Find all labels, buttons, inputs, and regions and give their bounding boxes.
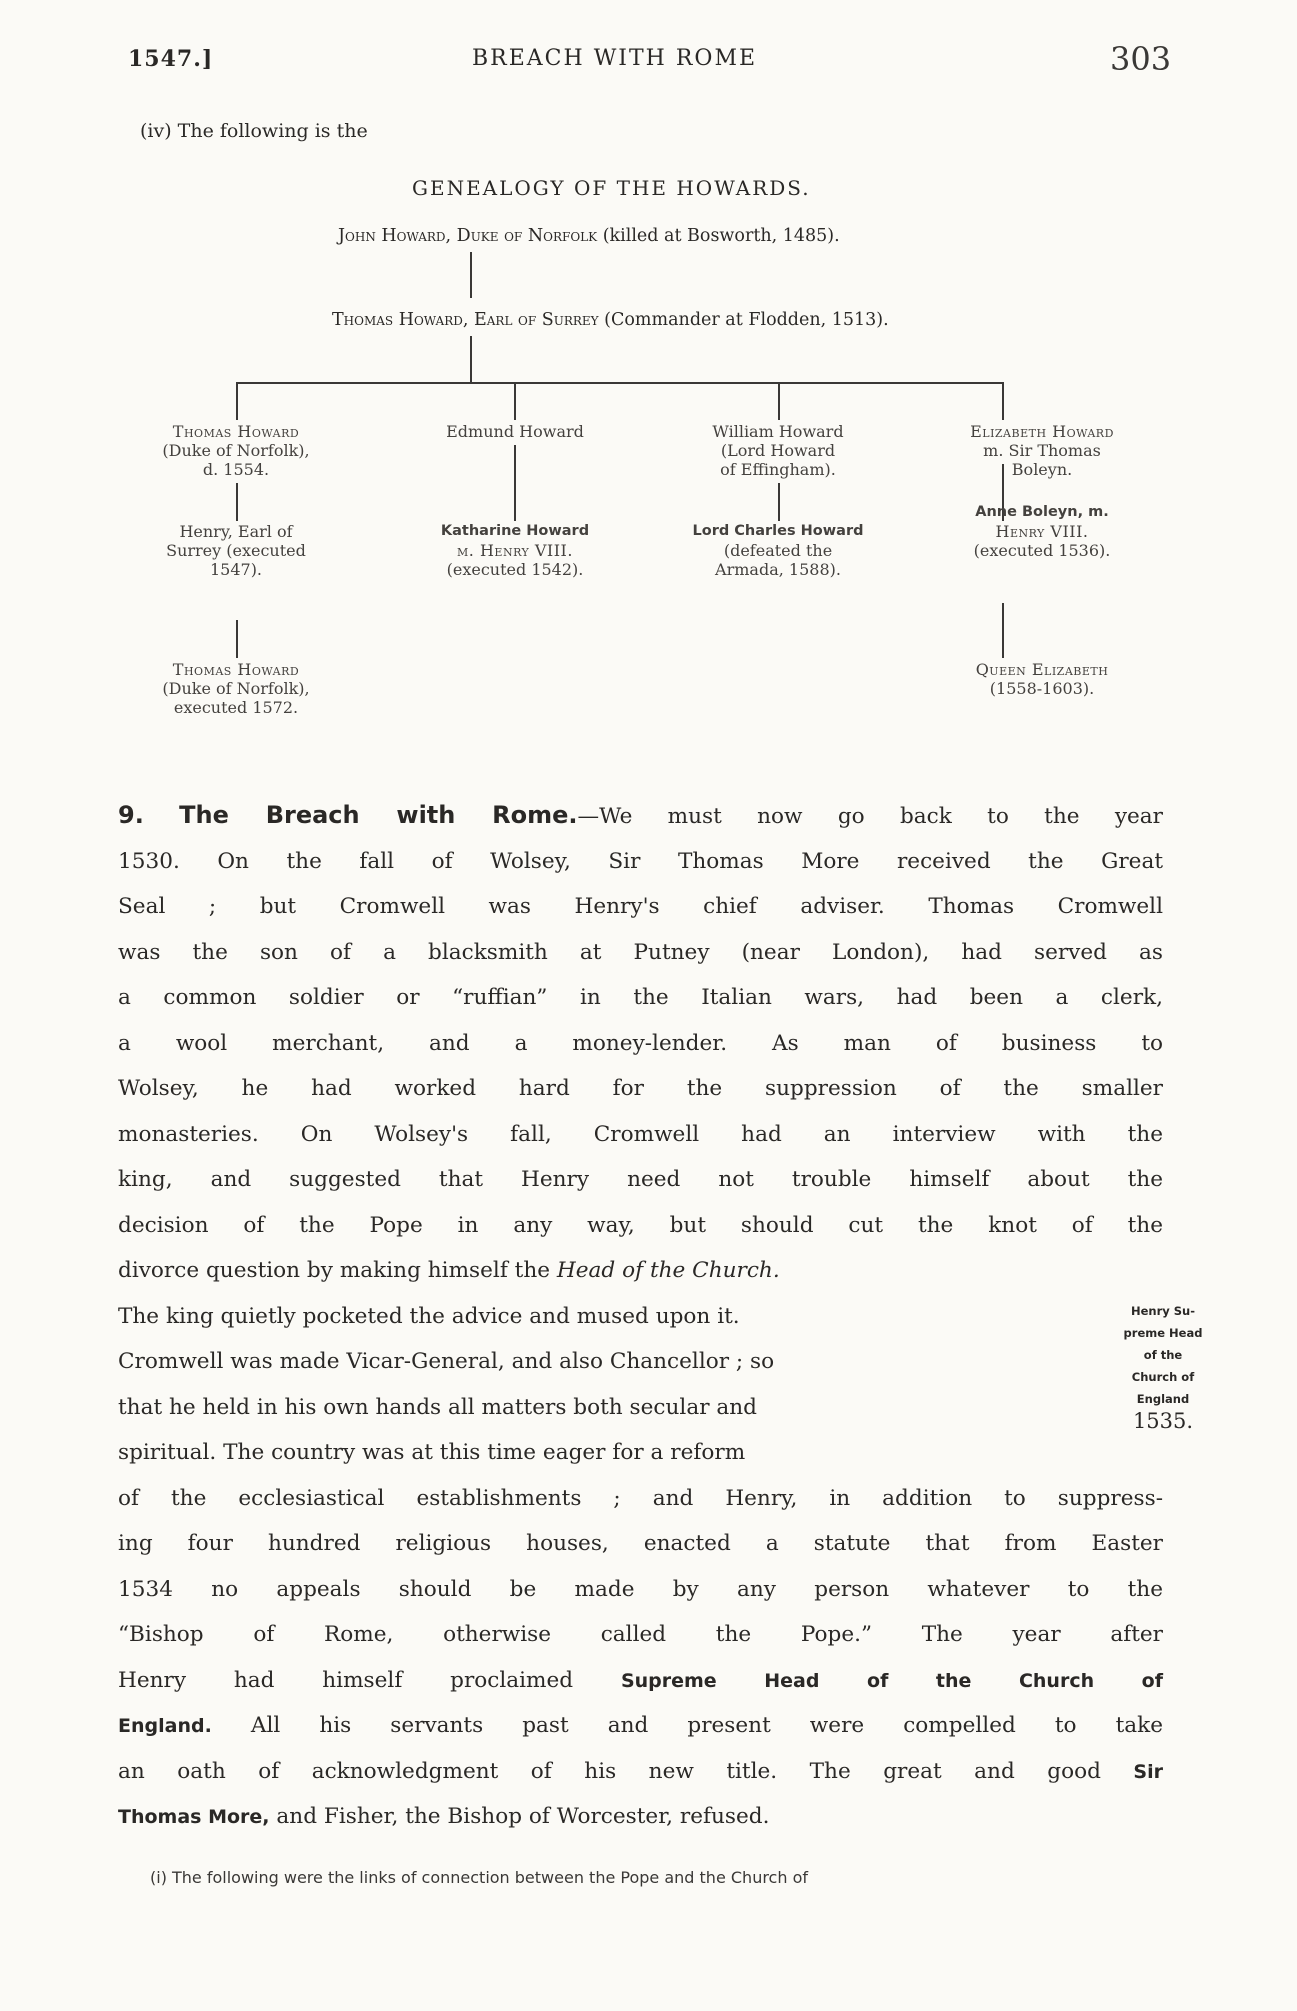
body-line: an oath of acknowledgment of his new title. The great and good Sir [118, 1758, 1163, 1784]
connector [236, 620, 238, 658]
node-william-howard: William Howard (Lord Howard of Effingham). [712, 422, 844, 479]
node-edmund-howard: Edmund Howard [446, 422, 584, 441]
connector [514, 382, 516, 420]
node-charles-howard: Lord Charles Howard (defeated the Armada, 1588). [692, 523, 864, 579]
body-line: Wolsey, he had worked hard for the suppression of the smaller [118, 1076, 1163, 1101]
node-henry-surrey: Henry, Earl of Surrey (executed 1547). [166, 522, 306, 579]
body-line: Henry had himself proclaimed Supreme Head of the Church of [118, 1667, 1163, 1693]
body-line: 9. The Breach with Rome.—We must now go back to the year [118, 801, 1163, 829]
header-year: 1547.] [128, 46, 214, 72]
connector [514, 445, 516, 521]
node-katharine-howard: Katharine Howard m. Henry VIII. (executed 1542). [440, 523, 590, 579]
connector [470, 252, 472, 298]
body-line: a common soldier or “ruffian” in the Italian wars, had been a clerk, [118, 985, 1163, 1010]
section-heading: The Breach with Rome. [179, 801, 578, 829]
surrey-name: Thomas Howard, Earl of Surrey [332, 310, 599, 330]
surrey-note: (Commander at Flodden, 1513). [604, 310, 889, 330]
body-line: 1534 no appeals should be made by any person whatever to the [118, 1576, 1163, 1602]
margin-note: Henry Su- preme Head of the Church of England 1535. [1123, 1304, 1203, 1433]
connector [470, 336, 472, 382]
body-line: that he held in his own hands all matters both secular and [118, 1394, 757, 1420]
bold-phrase: Supreme Head of the Church of [620, 1669, 1163, 1692]
body-line: a wool merchant, and a money-lender. As man of business to [118, 1030, 1163, 1056]
body-line: was the son of a blacksmith at Putney (near London), had served as [118, 939, 1163, 965]
connector [778, 483, 780, 521]
header-title: BREACH WITH ROME [472, 46, 758, 71]
connector [236, 382, 238, 420]
john-howard-name: John Howard, Duke of Norfolk [338, 226, 598, 246]
connector [778, 382, 780, 420]
body-line: spiritual. The country was at this time eager for a reform [118, 1440, 746, 1465]
connector [236, 483, 238, 521]
node-queen-elizabeth: Queen Elizabeth (1558-1603). [975, 660, 1109, 698]
body-line: “Bishop of Rome, otherwise called the Pope.” The year after [118, 1622, 1163, 1647]
genealogy-title: GENEALOGY OF THE HOWARDS. [412, 176, 811, 200]
connector [1002, 382, 1004, 420]
node-thomas-howard: Thomas Howard (Duke of Norfolk), d. 1554. [162, 422, 310, 479]
body-line: England. All his servants past and present were compelled to take [118, 1713, 1163, 1738]
node-anne-boleyn: Anne Boleyn, m. Henry VIII. (executed 1536). [973, 504, 1111, 560]
body-line: monasteries. On Wolsey's fall, Cromwell had an interview with the [118, 1121, 1163, 1147]
body-line: Cromwell was made Vicar-General, and also Chancellor ; so [118, 1349, 775, 1374]
node-elizabeth-howard: Elizabeth Howard m. Sir Thomas Boleyn. [970, 422, 1114, 479]
sibling-bar [236, 382, 1002, 384]
italic-phrase: Head of the Church. [556, 1258, 780, 1283]
thomas-howard-surrey [332, 310, 889, 330]
body-line: Thomas More, and Fisher, the Bishop of Worcester, refused. [118, 1804, 770, 1829]
body-line: 1530. On the fall of Wolsey, Sir Thomas More received the Great [118, 848, 1163, 874]
john-howard-note: (killed at Bosworth, 1485). [602, 226, 840, 246]
connector [1002, 603, 1004, 658]
page-number: 303 [1110, 40, 1172, 78]
john-howard [338, 226, 840, 246]
intro-line: (iv) The following is the [140, 120, 368, 142]
section-body [118, 793, 1163, 1840]
node-thomas-howard-2: Thomas Howard (Duke of Norfolk), executed 1572. [162, 660, 310, 717]
body-line: decision of the Pope in any way, but should cut the knot of the [118, 1212, 1163, 1238]
body-line: Seal ; but Cromwell was Henry's chief adviser. Thomas Cromwell [118, 894, 1163, 919]
footnote: (i) The following were the links of connection between the Pope and the Church of [150, 1868, 808, 1887]
body-line: of the ecclesiastical establishments ; and Henry, in addition to suppress- [118, 1485, 1163, 1511]
section-number: 9. [118, 801, 144, 829]
body-line: ing four hundred religious houses, enacted a statute that from Easter [118, 1531, 1163, 1556]
body-line: divorce question by making himself the Head of the Church. [118, 1258, 780, 1283]
body-line: king, and suggested that Henry need not trouble himself about the [118, 1167, 1163, 1192]
body-line: The king quietly pocketed the advice and mused upon it. [118, 1303, 740, 1329]
